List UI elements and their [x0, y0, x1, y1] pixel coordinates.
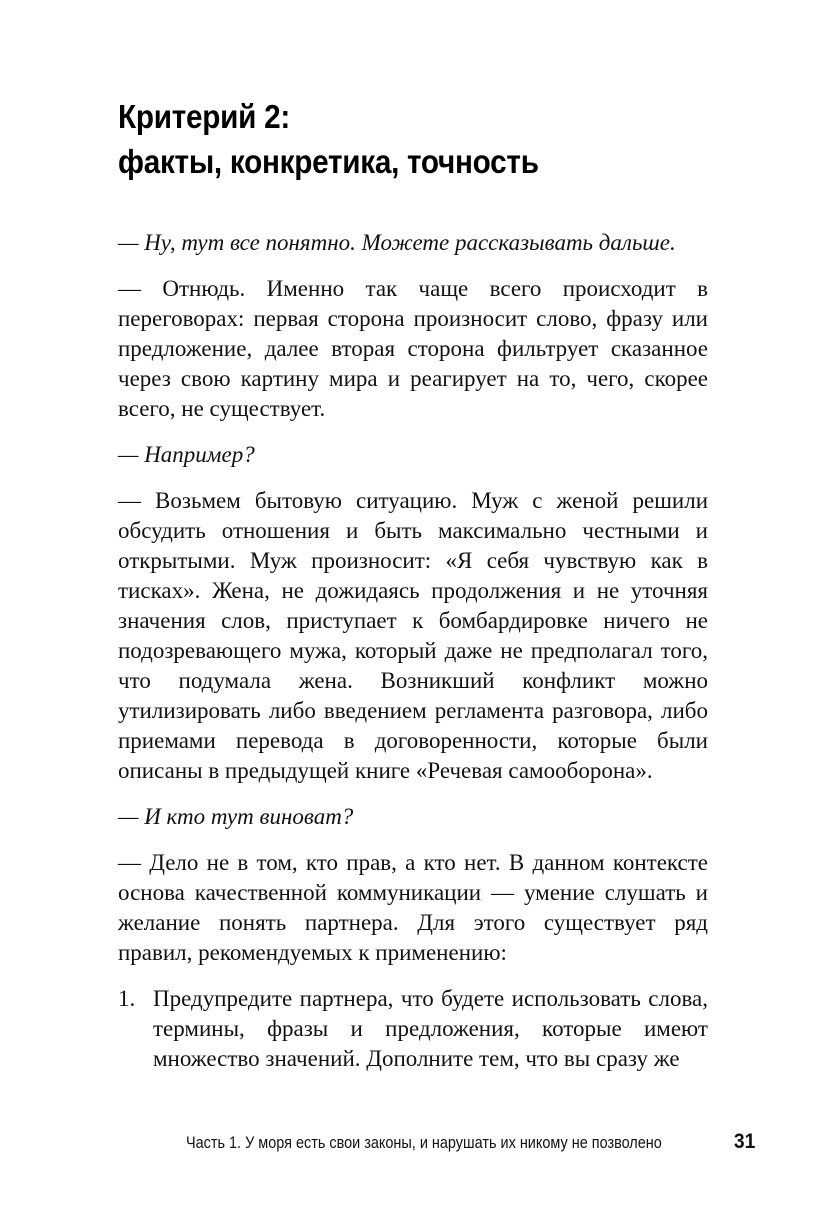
dialogue-paragraph: — Дело не в том, кто прав, а кто нет. В данном контексте основа качественной коммуникации — умение слушать и желание понять партнера. Для этого существует ряд правил, рекомендуемых к применению:: [118, 850, 708, 965]
page-content: [118, 0, 708, 1074]
chapter-heading-line-1: Критерий 2:: [118, 98, 290, 135]
dialogue-paragraph-italic: — Ну, тут все понятно. Можете рассказывать дальше.: [118, 230, 676, 255]
list-item-number: 1.: [118, 986, 136, 1011]
chapter-heading: [118, 94, 708, 184]
numbered-list-item: [118, 984, 708, 1074]
page-footer: [0, 1130, 755, 1154]
dialogue-paragraph: — Отнюдь. Именно так чаще всего происходит в переговорах: первая сторона произносит слово, фразу или предложение, далее вторая сторона фильтрует сказанное через свою картину мира и реагирует на то, чего, скорее всего, не существует.: [118, 276, 708, 421]
dialogue-paragraph-italic: — Например?: [118, 442, 255, 467]
page-number: 31: [733, 1130, 755, 1153]
dialogue-paragraph-italic: — И кто тут виноват?: [118, 804, 354, 829]
dialogue-paragraph: — Возьмем бытовую ситуацию. Муж с женой решили обсудить отношения и быть максимально честными и открытыми. Муж произносит: «Я себя чувствую как в тисках». Жена, не дожидаясь продолжения и не уточняя значения слов, приступает к бомбардировке ничего не подозревающего мужа, который даже не предполагал того, что подумала жена. Возникший конфликт можно утилизировать либо введением регламента разговора, либо приемами перевода в договоренности, которые были описаны в предыдущей книге «Речевая самооборона».: [118, 488, 708, 783]
body-text: [118, 228, 708, 1074]
running-title: Часть 1. У моря есть свои законы, и нарушать их никому не позволено: [185, 1133, 662, 1152]
chapter-heading-line-2: факты, конкретика, точность: [118, 143, 539, 180]
list-item-text: Предупредите партнера, что будете использовать слова, термины, фразы и предложения, которые имеют множество значений. Дополните тем, что вы сразу же: [153, 986, 708, 1071]
